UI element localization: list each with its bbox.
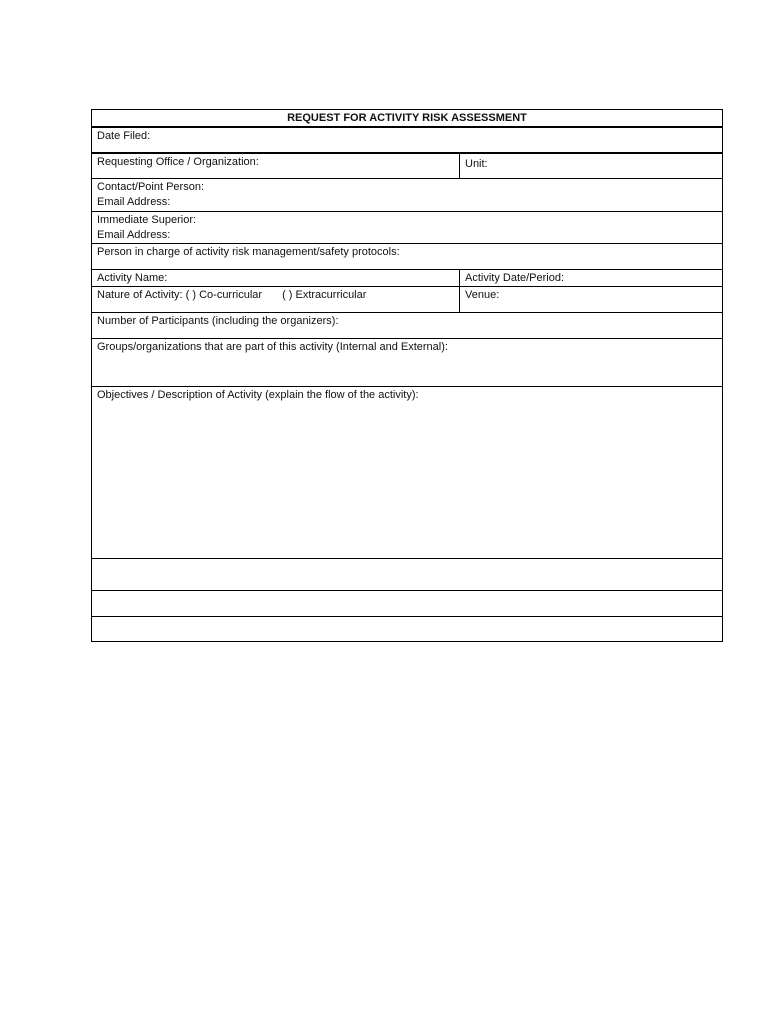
superior-email-label: Email Address: [97, 229, 171, 241]
blank-cell[interactable] [92, 559, 722, 590]
person-in-charge-row[interactable] [92, 243, 722, 269]
activity-name-row [92, 269, 722, 286]
groups-label: Groups/organizations that are part of this activity (Internal and External): [97, 341, 448, 353]
form-title: REQUEST FOR ACTIVITY RISK ASSESSMENT [287, 112, 527, 124]
immediate-superior-field[interactable] [92, 212, 722, 243]
activity-date-label: Activity Date/Period: [465, 272, 565, 284]
blank-cell[interactable] [92, 617, 722, 641]
nature-of-activity-row [92, 286, 722, 312]
activity-name-label: Activity Name: [97, 272, 168, 284]
participants-row[interactable] [92, 312, 722, 338]
objectives-label: Objectives / Description of Activity (explain the flow of the activity): [97, 389, 419, 401]
contact-person-row[interactable] [92, 178, 722, 211]
blank-row[interactable] [92, 616, 722, 641]
date-filed-label: Date Filed: [97, 130, 151, 142]
blank-row[interactable] [92, 558, 722, 590]
nature-of-activity-label: Nature of Activity: [97, 289, 183, 301]
unit-label: Unit: [465, 158, 488, 170]
unit-field[interactable] [460, 154, 722, 178]
activity-name-field[interactable] [92, 270, 460, 286]
requesting-office-label: Requesting Office / Organization: [97, 156, 259, 168]
blank-row[interactable] [92, 590, 722, 616]
contact-email-label: Email Address: [97, 196, 171, 208]
blank-cell[interactable] [92, 591, 722, 616]
activity-date-field[interactable] [460, 270, 722, 286]
cocurricular-option[interactable]: ( ) Co-curricular [185, 289, 263, 301]
requesting-office-row [92, 152, 722, 178]
person-in-charge-label: Person in charge of activity risk management/safety protocols: [97, 246, 400, 258]
contact-person-label: Contact/Point Person: [97, 181, 205, 193]
form-title-row [92, 110, 722, 126]
contact-person-field[interactable] [92, 179, 722, 211]
venue-label: Venue: [465, 289, 500, 301]
requesting-office-field[interactable] [92, 154, 460, 178]
immediate-superior-row[interactable] [92, 211, 722, 243]
groups-row[interactable] [92, 338, 722, 386]
nature-of-activity-field [92, 287, 460, 312]
risk-assessment-form [91, 109, 723, 642]
objectives-row[interactable] [92, 386, 722, 558]
extracurricular-option[interactable]: ( ) Extracurricular [282, 289, 367, 301]
participants-label: Number of Participants (including the organizers): [97, 315, 339, 327]
date-filed-row[interactable] [92, 126, 722, 152]
immediate-superior-label: Immediate Superior: [97, 214, 197, 226]
venue-field[interactable] [460, 287, 722, 312]
